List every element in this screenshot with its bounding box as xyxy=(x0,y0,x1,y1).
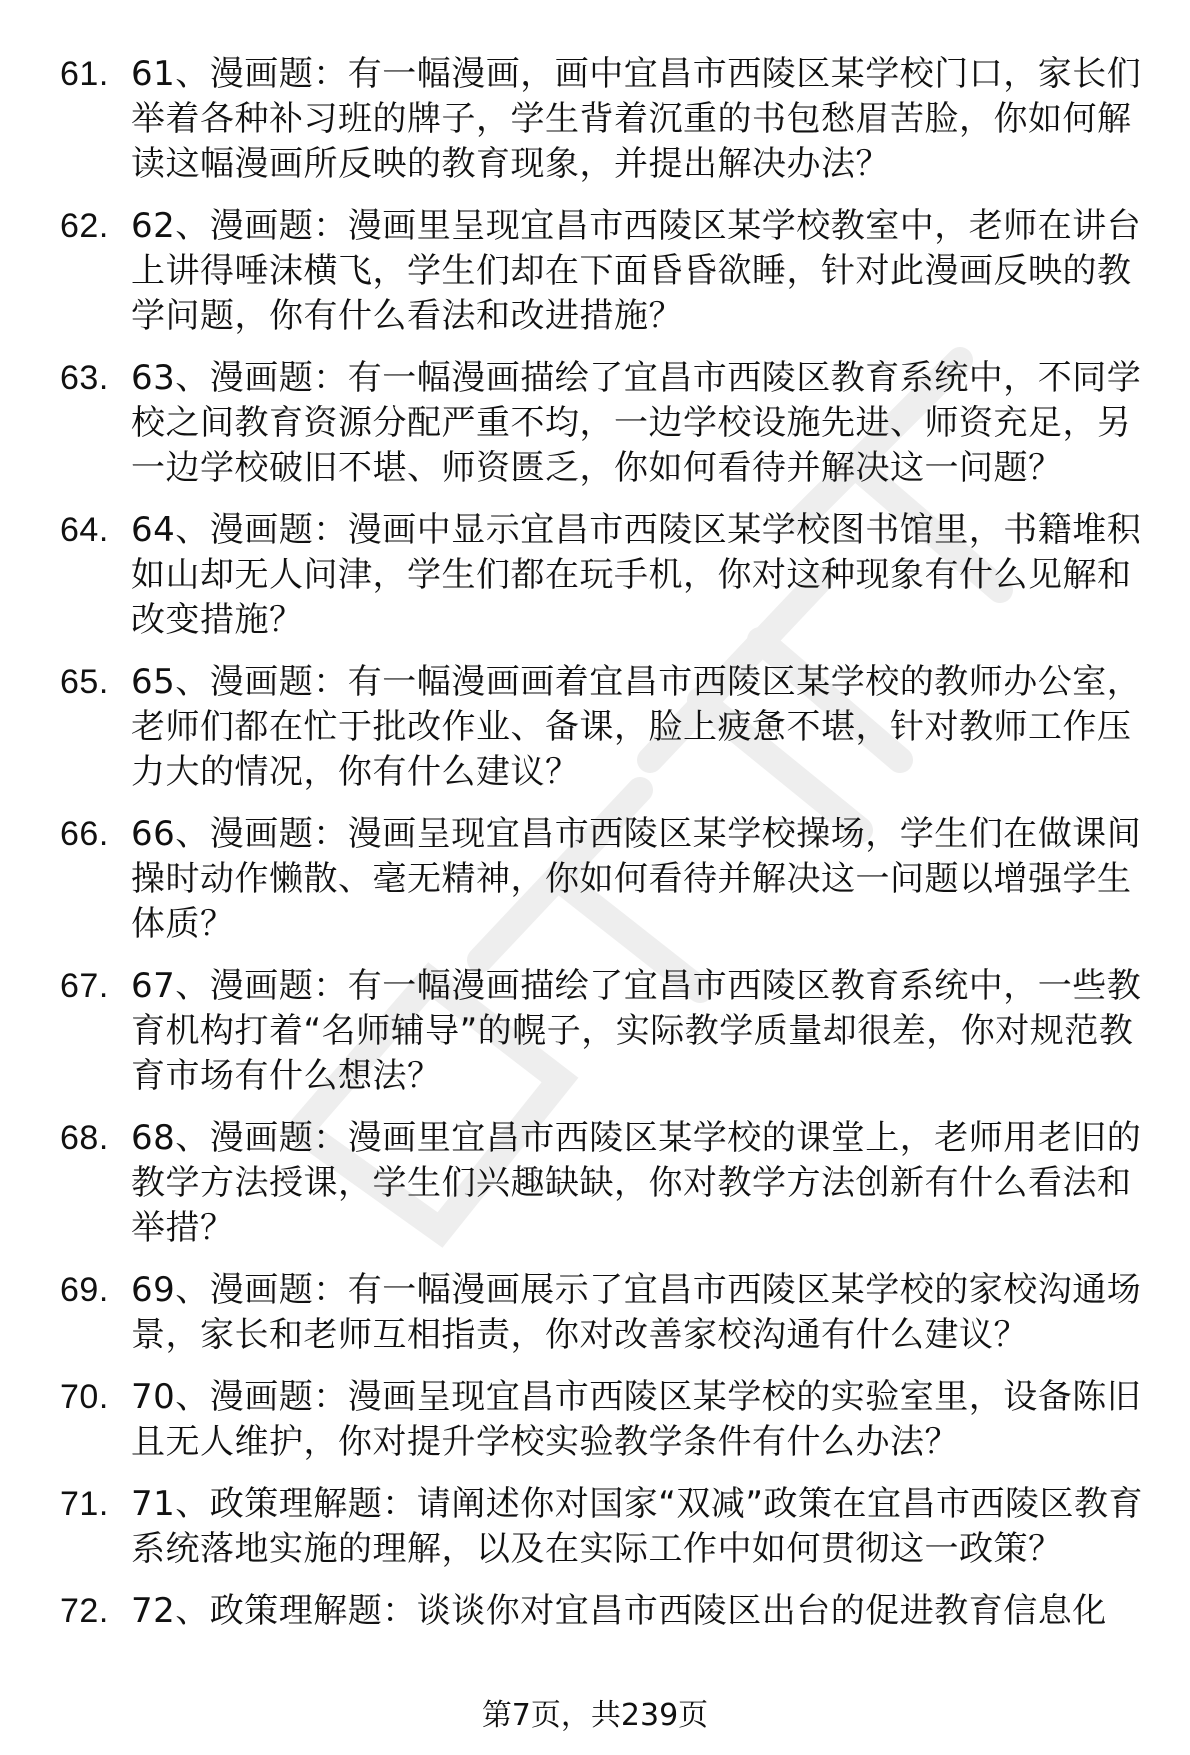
question-number: 64. xyxy=(60,511,109,549)
question-text: 68、漫画题：漫画里宜昌市西陵区某学校的课堂上，老师用老旧的教学方法授课，学生们兴趣缺缺，你对教学方法创新有什么看法和举措？ xyxy=(131,1118,1142,1248)
question-text: 67、漫画题：有一幅漫画描绘了宜昌市西陵区教育系统中，一些教育机构打着“名师辅导”的幌子，实际教学质量却很差，你对规范教育市场有什么想法？ xyxy=(131,966,1142,1096)
question-item xyxy=(60,1116,1155,1251)
question-number: 65. xyxy=(60,663,109,701)
question-text: 69、漫画题：有一幅漫画展示了宜昌市西陵区某学校的家校沟通场景，家长和老师互相指责，你对改善家校沟通有什么建议？ xyxy=(131,1270,1142,1355)
question-text: 63、漫画题：有一幅漫画描绘了宜昌市西陵区教育系统中，不同学校之间教育资源分配严重不均，一边学校设施先进、师资充足，另一边学校破旧不堪、师资匮乏，你如何看待并解决这一问题？ xyxy=(131,358,1142,488)
question-number: 67. xyxy=(60,967,109,1005)
question-text: 66、漫画题：漫画呈现宜昌市西陵区某学校操场，学生们在做课间操时动作懒散、毫无精神，你如何看待并解决这一问题以增强学生体质？ xyxy=(131,814,1142,944)
question-number: 61. xyxy=(60,55,109,93)
question-text: 64、漫画题：漫画中显示宜昌市西陵区某学校图书馆里，书籍堆积如山却无人问津，学生们都在玩手机，你对这种现象有什么见解和改变措施？ xyxy=(131,510,1142,640)
question-item xyxy=(60,1375,1155,1465)
question-item xyxy=(60,964,1155,1099)
question-text: 70、漫画题：漫画呈现宜昌市西陵区某学校的实验室里，设备陈旧且无人维护，你对提升学校实验教学条件有什么办法？ xyxy=(131,1377,1142,1462)
question-item xyxy=(60,1268,1155,1358)
question-number: 66. xyxy=(60,815,109,853)
question-text: 61、漫画题：有一幅漫画，画中宜昌市西陵区某学校门口，家长们举着各种补习班的牌子，学生背着沉重的书包愁眉苦脸，你如何解读这幅漫画所反映的教育现象，并提出解决办法？ xyxy=(131,54,1142,184)
question-number: 63. xyxy=(60,359,109,397)
question-item xyxy=(60,1589,1155,1634)
question-item xyxy=(60,660,1155,795)
question-text: 62、漫画题：漫画里呈现宜昌市西陵区某学校教室中，老师在讲台上讲得唾沫横飞，学生们却在下面昏昏欲睡，针对此漫画反映的教学问题，你有什么看法和改进措施？ xyxy=(131,206,1142,336)
question-number: 62. xyxy=(60,207,109,245)
question-number: 68. xyxy=(60,1119,109,1157)
question-item xyxy=(60,508,1155,643)
page-footer: 第7页，共239页 xyxy=(481,1698,709,1733)
question-number: 71. xyxy=(60,1485,109,1523)
question-item xyxy=(60,52,1155,187)
question-text: 72、政策理解题：谈谈你对宜昌市西陵区出台的促进教育信息化 xyxy=(131,1591,1107,1631)
question-number: 69. xyxy=(60,1271,109,1309)
question-number: 72. xyxy=(60,1592,109,1630)
question-item xyxy=(60,204,1155,339)
question-list xyxy=(60,52,1155,1651)
question-item xyxy=(60,1482,1155,1572)
question-number: 70. xyxy=(60,1378,109,1416)
question-text: 71、政策理解题：请阐述你对国家“双减”政策在宜昌市西陵区教育系统落地实施的理解，以及在实际工作中如何贯彻这一政策？ xyxy=(131,1484,1143,1569)
question-item xyxy=(60,356,1155,491)
question-item xyxy=(60,812,1155,947)
question-text: 65、漫画题：有一幅漫画画着宜昌市西陵区某学校的教师办公室，老师们都在忙于批改作业、备课，脸上疲惫不堪，针对教师工作压力大的情况，你有什么建议？ xyxy=(131,662,1142,792)
